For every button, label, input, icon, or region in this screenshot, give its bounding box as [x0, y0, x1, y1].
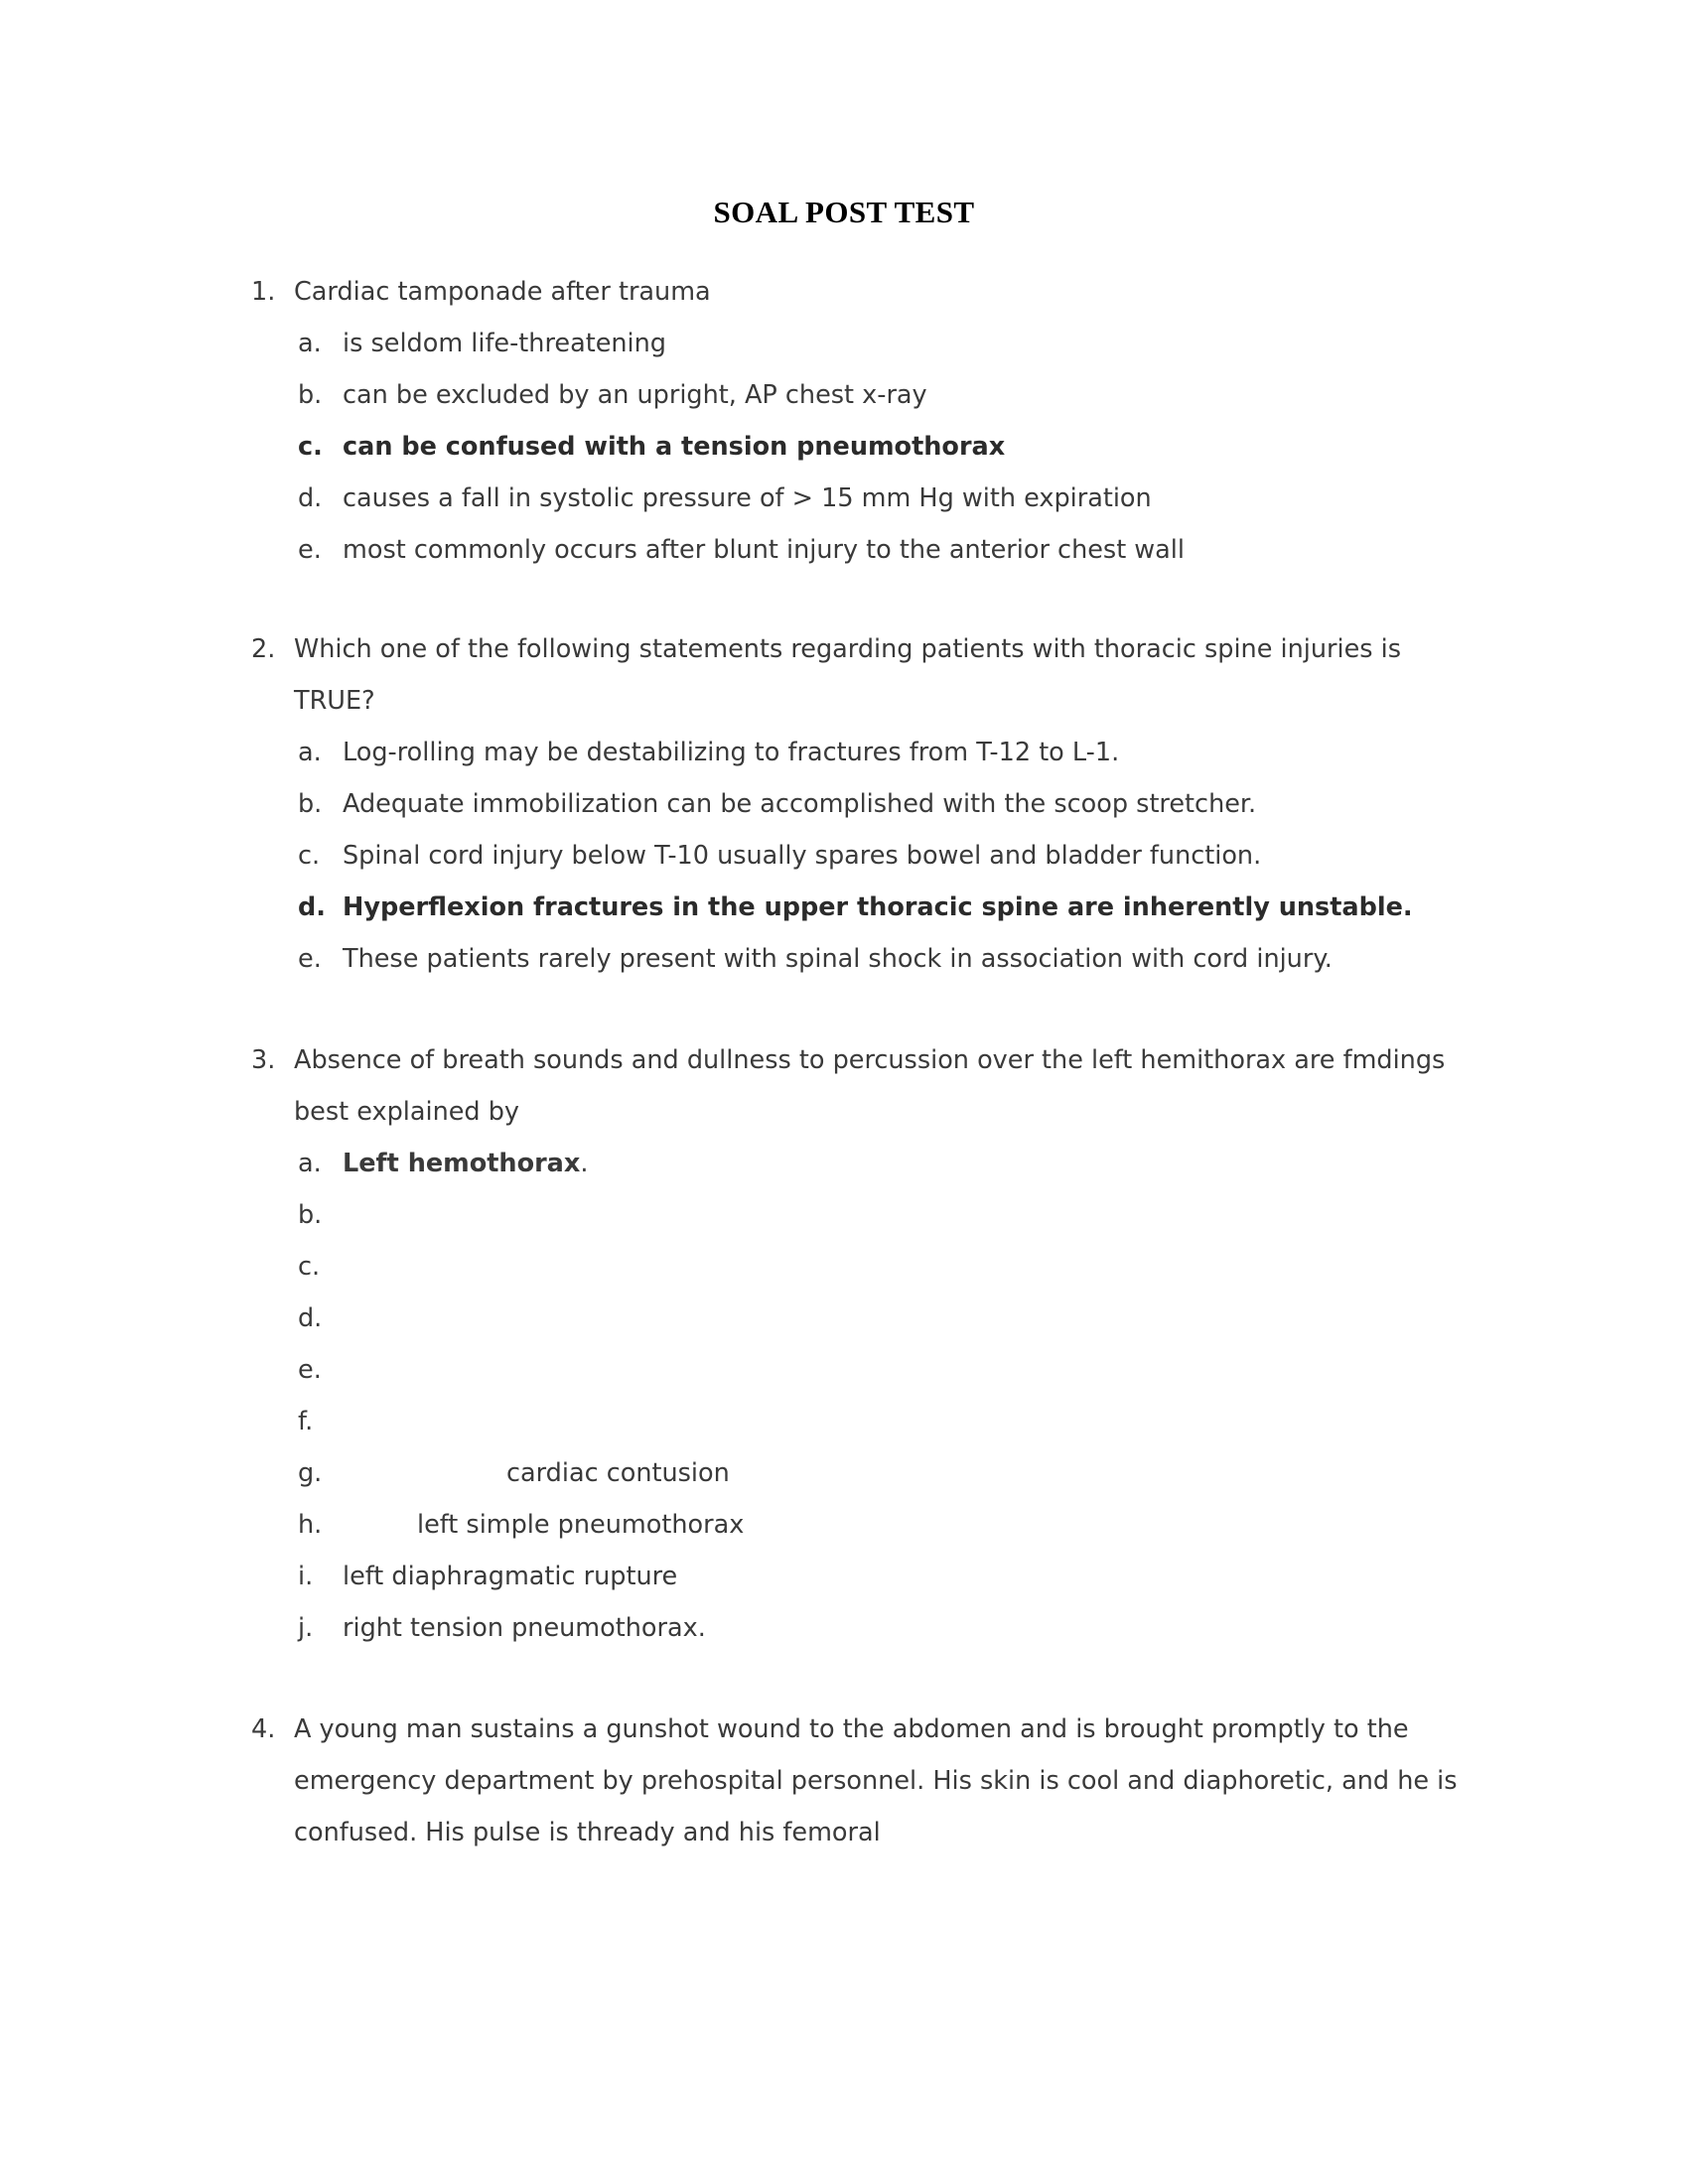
- option-marker-2a: a.: [298, 738, 322, 768]
- option-text-3i: left diaphragmatic rupture: [343, 1562, 678, 1592]
- option-row-3e[interactable]: [0, 1344, 1688, 1396]
- question-block-2: [0, 623, 1688, 985]
- option-row-3f[interactable]: [0, 1396, 1688, 1447]
- option-row-2a[interactable]: [0, 727, 1688, 778]
- option-text-3c: [343, 1241, 1470, 1293]
- option-marker-2d: d.: [298, 892, 326, 923]
- option-marker-3d: d.: [298, 1303, 323, 1334]
- option-text-3d: [343, 1293, 1470, 1344]
- option-marker-2e: e.: [298, 944, 322, 975]
- option-marker-3h: h.: [298, 1510, 323, 1541]
- option-row-3g[interactable]: [0, 1447, 1688, 1499]
- option-row-1b[interactable]: [0, 369, 1688, 421]
- option-row-1a[interactable]: [0, 318, 1688, 369]
- option-row-3b[interactable]: [0, 1189, 1688, 1241]
- option-marker-3b: b.: [298, 1200, 323, 1231]
- option-marker-3c: c.: [298, 1252, 321, 1283]
- option-row-3i[interactable]: [0, 1551, 1688, 1602]
- option-row-3a[interactable]: [0, 1138, 1688, 1189]
- option-text-3e: [343, 1344, 1470, 1396]
- option-text-1a: is seldom life-threatening: [343, 329, 666, 359]
- option-text-3a-period: .: [580, 1149, 589, 1179]
- option-row-2d[interactable]: [0, 882, 1688, 933]
- option-row-3h[interactable]: [0, 1499, 1688, 1551]
- option-row-2e[interactable]: [0, 933, 1688, 985]
- option-text-3h: left simple pneumothorax: [417, 1510, 745, 1541]
- question-block-1: [0, 266, 1688, 576]
- option-marker-2c: c.: [298, 841, 321, 872]
- option-text-2c: Spinal cord injury below T-10 usually spares bowel and bladder function.: [343, 841, 1262, 872]
- question-stem-1: [0, 266, 1688, 318]
- option-marker-3j: j.: [298, 1613, 314, 1644]
- question-text-3: Absence of breath sounds and dullness to percussion over the left hemithorax are fmdings best explained by: [294, 1045, 1446, 1128]
- option-row-1e[interactable]: [0, 524, 1688, 576]
- option-marker-1d: d.: [298, 483, 323, 514]
- option-text-1c: can be confused with a tension pneumothorax: [343, 432, 1006, 463]
- option-text-3g: cardiac contusion: [506, 1458, 730, 1489]
- question-number-3: 3.: [251, 1045, 276, 1076]
- option-text-3j: right tension pneumothorax.: [343, 1613, 706, 1644]
- question-stem-4: [0, 1704, 1688, 1858]
- option-text-3f: [343, 1396, 1470, 1447]
- option-marker-3g: g.: [298, 1458, 323, 1489]
- option-marker-3i: i.: [298, 1562, 314, 1592]
- option-text-1b: can be excluded by an upright, AP chest x-ray: [343, 380, 927, 411]
- question-block-4: [0, 1704, 1688, 1858]
- option-row-1c[interactable]: [0, 421, 1688, 473]
- option-row-2c[interactable]: [0, 830, 1688, 882]
- option-text-3a-bold: Left hemothorax: [343, 1149, 581, 1179]
- option-row-1d[interactable]: [0, 473, 1688, 524]
- option-marker-3e: e.: [298, 1355, 322, 1386]
- option-marker-1e: e.: [298, 535, 322, 566]
- question-block-3: [0, 1034, 1688, 1654]
- option-row-3j[interactable]: [0, 1602, 1688, 1654]
- option-marker-1c: c.: [298, 432, 323, 463]
- option-text-1d: causes a fall in systolic pressure of > 15 mm Hg with expiration: [343, 483, 1152, 514]
- option-text-1e: most commonly occurs after blunt injury to the anterior chest wall: [343, 535, 1185, 566]
- question-text-2: Which one of the following statements regarding patients with thoracic spine injuries is TRUE?: [294, 634, 1402, 717]
- option-marker-3f: f.: [298, 1407, 314, 1437]
- option-marker-3a: a.: [298, 1149, 322, 1179]
- question-number-4: 4.: [251, 1714, 276, 1745]
- option-marker-1b: b.: [298, 380, 323, 411]
- option-marker-1a: a.: [298, 329, 322, 359]
- option-text-2d: Hyperflexion fractures in the upper thoracic spine are inherently unstable.: [343, 892, 1413, 923]
- question-text-4: A young man sustains a gunshot wound to the abdomen and is brought promptly to the emergency department by prehospital personnel. His skin is cool and diaphoretic, and he is confused. His pulse is thready and his femoral: [294, 1714, 1458, 1848]
- option-row-3c[interactable]: [0, 1241, 1688, 1293]
- question-stem-2: [0, 623, 1688, 727]
- option-text-2b: Adequate immobilization can be accomplished with the scoop stretcher.: [343, 789, 1257, 820]
- option-marker-2b: b.: [298, 789, 323, 820]
- question-number-2: 2.: [251, 634, 276, 665]
- option-row-3d[interactable]: [0, 1293, 1688, 1344]
- question-number-1: 1.: [251, 277, 276, 308]
- option-text-3b: [343, 1189, 1470, 1241]
- option-text-2a: Log-rolling may be destabilizing to fractures from T-12 to L-1.: [343, 738, 1120, 768]
- option-row-2b[interactable]: [0, 778, 1688, 830]
- option-text-2e: These patients rarely present with spinal shock in association with cord injury.: [343, 944, 1333, 975]
- option-text-3a: [343, 1138, 1470, 1189]
- question-stem-3: [0, 1034, 1688, 1138]
- question-text-1: Cardiac tamponade after trauma: [294, 277, 711, 308]
- page-title: SOAL POST TEST: [713, 195, 975, 229]
